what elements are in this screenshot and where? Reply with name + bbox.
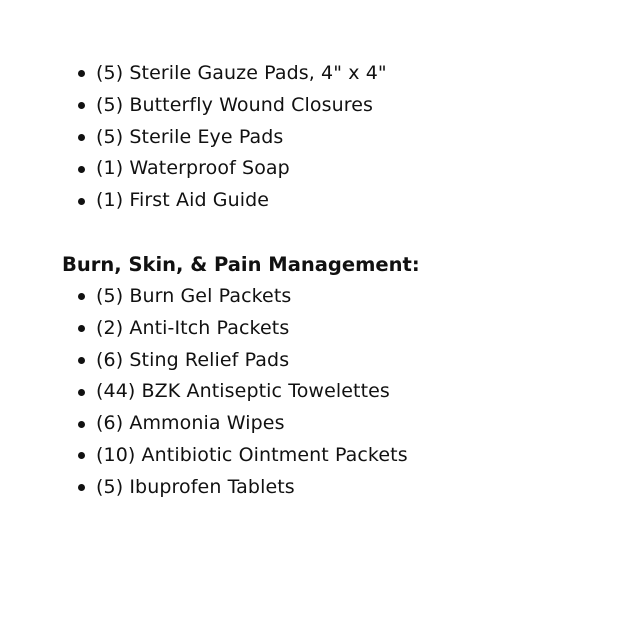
bullet-icon xyxy=(78,70,85,77)
list-item xyxy=(78,153,387,185)
list-item xyxy=(78,408,408,440)
bullet-icon xyxy=(78,325,85,332)
bullet-icon xyxy=(78,357,85,364)
bullet-icon xyxy=(78,389,85,396)
list-item xyxy=(78,345,408,377)
item-label: (2) Anti-Itch Packets xyxy=(96,316,290,339)
item-label: (5) Sterile Gauze Pads, 4" x 4" xyxy=(96,62,387,84)
item-label: (6) Sting Relief Pads xyxy=(96,348,290,371)
item-label: (6) Ammonia Wipes xyxy=(96,412,285,435)
list-item xyxy=(78,185,387,217)
list-item xyxy=(78,58,387,90)
bullet-icon xyxy=(78,293,85,300)
item-label: (5) Burn Gel Packets xyxy=(96,285,292,307)
bullet-icon xyxy=(78,166,85,173)
bullet-icon xyxy=(78,198,85,205)
bullet-icon xyxy=(78,134,85,141)
list-item xyxy=(78,281,408,313)
bullet-icon xyxy=(78,452,85,459)
burn-skin-pain-list xyxy=(78,281,408,504)
list-item xyxy=(78,472,408,504)
bullet-icon xyxy=(78,484,85,491)
list-item xyxy=(78,376,408,408)
supply-list xyxy=(78,58,387,217)
item-label: (5) Ibuprofen Tablets xyxy=(96,475,295,498)
bullet-icon xyxy=(78,102,85,109)
bullet-icon xyxy=(78,421,85,428)
item-label: (5) Butterfly Wound Closures xyxy=(96,93,374,116)
list-item xyxy=(78,122,387,154)
item-label: (1) Waterproof Soap xyxy=(96,157,290,180)
list-item xyxy=(78,90,387,122)
item-label: (44) BZK Antiseptic Towelettes xyxy=(96,380,390,403)
item-label: (5) Sterile Eye Pads xyxy=(96,125,284,148)
item-label: (10) Antibiotic Ointment Packets xyxy=(96,443,408,466)
list-item xyxy=(78,313,408,345)
item-label: (1) First Aid Guide xyxy=(96,189,270,212)
list-item xyxy=(78,440,408,472)
section-heading: Burn, Skin, & Pain Management: xyxy=(62,253,420,276)
